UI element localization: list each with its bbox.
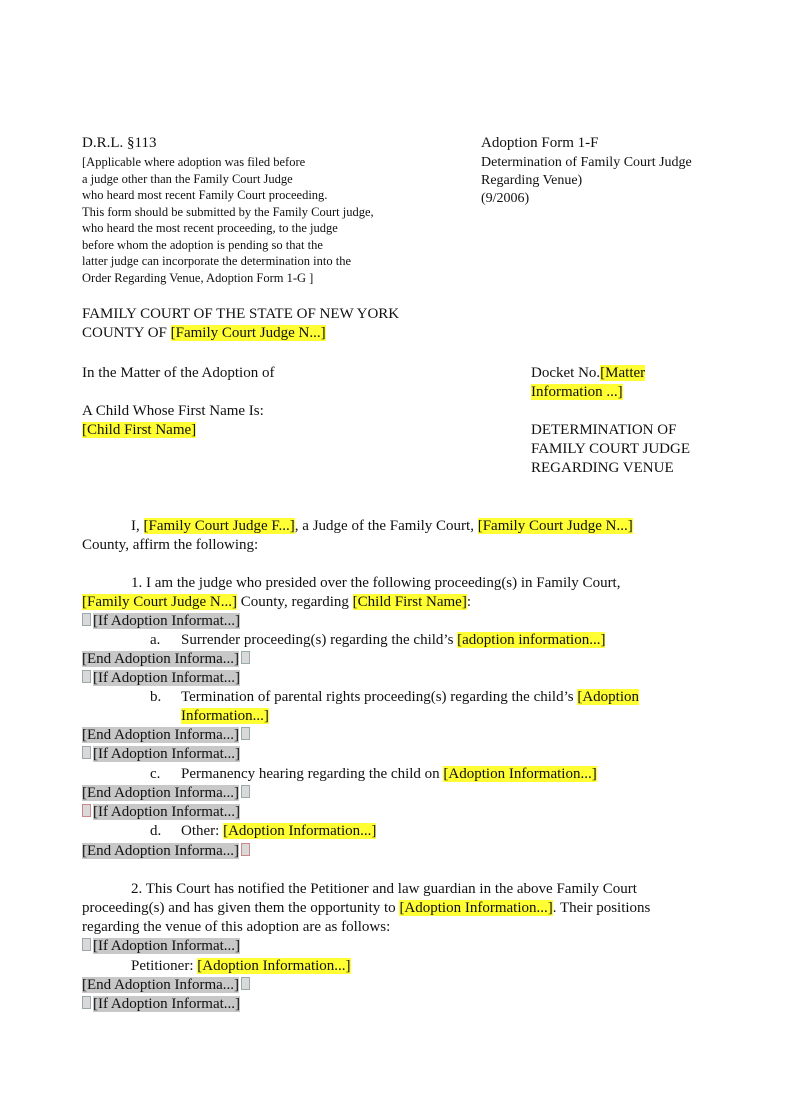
statute-citation: D.R.L. §113 [82,135,157,151]
para2-line3: regarding the venue of this adoption are as follows: [82,919,391,935]
field-marker-icon [241,651,250,664]
if-block-next: [If Adoption Informat...] [82,995,240,1014]
docket-field-cont[interactable]: Information ...] [531,384,623,400]
child-first-name-field: [Child First Name] [82,422,197,438]
court-name: FAMILY COURT OF THE STATE OF NEW YORK [82,306,400,322]
end-block-b: [End Adoption Informa...] [82,726,250,745]
form-instruction-note: [Applicable where adoption was filed before a judge other than the Family Court Judge who heard most recent Family Court proceeding. This form should be submitted by the Family Court judge, who heard the most recent proceeding, to the judge before whom the adoption is pending so that the latter judge can incorporate the determination into the Order Regarding Venue, Adoption Form 1-G ] [82,155,374,285]
if-block-c: [If Adoption Informat...] [82,745,240,764]
item-d-field[interactable]: [Adoption Information...] [223,823,377,839]
matter-caption: In the Matter of the Adoption of [82,365,275,381]
para1-line1: 1. I am the judge who presided over the following proceeding(s) in Family Court, [131,575,621,591]
item-b-cont [181,707,269,726]
if-block-petitioner: [If Adoption Informat...] [82,937,240,956]
end-block-d: [End Adoption Informa...] [82,842,250,861]
county-field[interactable]: [Family Court Judge N...] [170,325,326,341]
document-title: DETERMINATION OF FAMILY COURT JUDGE REGARDING VENUE [531,422,690,476]
item-a: Surrender proceeding(s) regarding the child’s [adoption information...] [181,632,606,648]
item-c-letter: c. [150,766,161,782]
para2-line1: 2. This Court has notified the Petitioner and law guardian in the above Family Court [131,881,637,897]
child-name-field-p1[interactable]: [Child First Name] [352,594,467,610]
petitioner-field[interactable]: [Adoption Information...] [197,958,351,974]
item-c-field[interactable]: [Adoption Information...] [443,766,597,782]
item-c: Permanency hearing regarding the child on [Adoption Information...] [181,766,597,782]
intro-line-2: County, affirm the following: [82,537,259,553]
if-block-a: [If Adoption Informat...] [82,612,240,631]
docket-field[interactable]: [Matter [600,365,646,381]
end-block-a: [End Adoption Informa...] [82,650,250,669]
field-marker-icon [241,843,250,856]
item-d-letter: d. [150,823,162,839]
item-a-letter: a. [150,632,161,648]
field-marker-icon [82,746,91,759]
docket-line: Docket No.[Matter [531,365,646,381]
if-block-b: [If Adoption Informat...] [82,669,240,688]
county-field-p1[interactable]: [Family Court Judge N...] [82,594,237,610]
item-b: Termination of parental rights proceeding(s) regarding the child’s [Adoption [181,689,639,705]
field-marker-icon [82,804,91,817]
form-description: Determination of Family Court Judge Regarding Venue) (9/2006) [481,155,692,206]
field-marker-icon [82,670,91,683]
field-marker-icon [241,727,250,740]
child-label: A Child Whose First Name Is: [82,403,264,419]
end-block-c: [End Adoption Informa...] [82,784,250,803]
item-b-letter: b. [150,689,162,705]
petitioner-line: Petitioner: [Adoption Information...] [131,958,351,974]
docket-line-2 [531,383,623,402]
para1-line2: [Family Court Judge N...] County, regarding [Child First Name]: [82,594,471,610]
para2-line2: proceeding(s) and has given them the opportunity to [Adoption Information...]. Their positions [82,900,651,916]
judge-name-field[interactable]: [Family Court Judge F...] [143,518,295,534]
field-marker-icon [82,938,91,951]
item-b-field-cont[interactable]: Information...] [181,708,269,724]
item-b-field[interactable]: [Adoption [577,689,639,705]
if-block-d: [If Adoption Informat...] [82,803,240,822]
field-marker-icon [82,996,91,1009]
field-marker-icon [241,977,250,990]
end-block-petitioner: [End Adoption Informa...] [82,976,250,995]
county-field-intro[interactable]: [Family Court Judge N...] [477,518,633,534]
intro-line: I, [Family Court Judge F...], a Judge of the Family Court, [Family Court Judge N...] [131,518,633,534]
form-number: Adoption Form 1-F [481,135,599,151]
opportunity-field[interactable]: [Adoption Information...] [399,900,553,916]
item-d: Other: [Adoption Information...] [181,823,377,839]
field-marker-icon [82,613,91,626]
item-a-field[interactable]: [adoption information...] [457,632,606,648]
field-marker-icon [241,785,250,798]
county-line: COUNTY OF [Family Court Judge N...] [82,325,326,341]
